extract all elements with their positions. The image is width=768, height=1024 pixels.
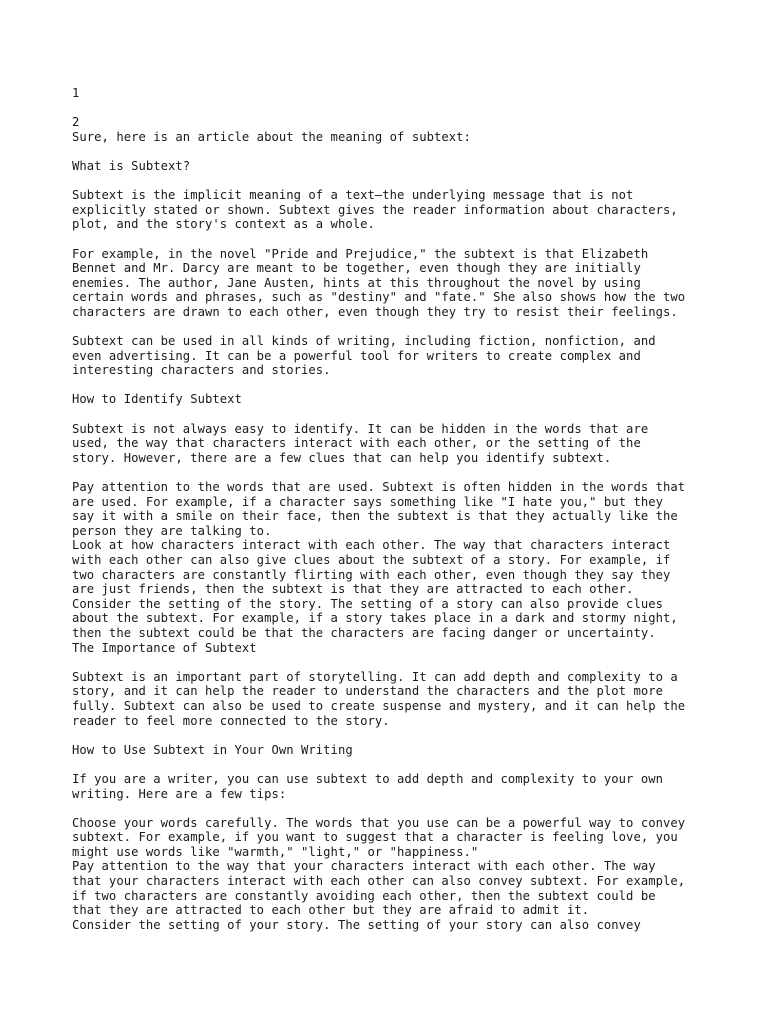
blank-line (72, 174, 712, 189)
text-line: say it with a smile on their face, then the subtext is that they actually like the (72, 509, 678, 524)
page-number: 2 (72, 115, 80, 130)
text-line: two characters are constantly flirting with each other, even though they say they (72, 567, 671, 582)
blank-line (72, 801, 712, 816)
text-line: person they are talking to. (72, 523, 272, 538)
section-heading: What is Subtext? (72, 158, 191, 173)
blank-line (72, 101, 712, 116)
text-line: writing. Here are a few tips: (72, 786, 287, 801)
text-line: Choose your words carefully. The words that you use can be a powerful way to convey (72, 815, 686, 830)
text-line: then the subtext could be that the characters are facing danger or uncertainty. (72, 625, 656, 640)
text-line: Subtext is not always easy to identify. It can be hidden in the words that are (72, 421, 649, 436)
text-line: are just friends, then the subtext is that they are attracted to each other. (72, 582, 634, 597)
text-line: If you are a writer, you can use subtext to add depth and complexity to your own (72, 771, 663, 786)
text-line: Subtext is the implicit meaning of a text—the underlying message that is not (72, 188, 634, 203)
text-line: plot, and the story's context as a whole. (72, 217, 375, 232)
blank-line (72, 407, 712, 422)
text-line: certain words and phrases, such as "destiny" and "fate." She also shows how the two (72, 290, 686, 305)
section-heading: The Importance of Subtext (72, 640, 257, 655)
blank-line (72, 655, 712, 670)
text-line: reader to feel more connected to the story. (72, 713, 390, 728)
text-line: used, the way that characters interact with each other, or the setting of the (72, 436, 641, 451)
text-line: story, and it can help the reader to understand the characters and the plot more (72, 684, 663, 699)
text-line: enemies. The author, Jane Austen, hints at this throughout the novel by using (72, 275, 641, 290)
text-line: Consider the setting of the story. The setting of a story can also provide clues (72, 596, 663, 611)
tips-list (72, 480, 712, 655)
paragraph (72, 772, 712, 801)
document-page (72, 86, 712, 932)
text-line: story. However, there are a few clues that can help you identify subtext. (72, 450, 612, 465)
tips-list (72, 816, 712, 933)
paragraph (72, 670, 712, 728)
paragraph (72, 422, 712, 466)
text-line: even advertising. It can be a powerful tool for writers to create complex and (72, 348, 641, 363)
paragraph (72, 188, 712, 232)
paragraph (72, 247, 712, 320)
blank-line (72, 757, 712, 772)
blank-line (72, 320, 712, 335)
text-line: with each other can also give clues about the subtext of a story. For example, if (72, 553, 671, 567)
text-line: interesting characters and stories. (72, 363, 331, 378)
blank-line (72, 728, 712, 743)
text-line: Look at how characters interact with each other. The way that characters interact (72, 538, 671, 553)
text-line: Pay attention to the way that your characters interact with each other. The way (72, 859, 656, 874)
blank-line (72, 232, 712, 247)
paragraph (72, 334, 712, 378)
text-line: if two characters are constantly avoiding each other, then the subtext could be (72, 888, 656, 903)
text-line: subtext. For example, if you want to suggest that a character is feeling love, you (72, 830, 678, 845)
text-line: explicitly stated or shown. Subtext gives the reader information about characters, (72, 202, 678, 217)
text-line: that they are attracted to each other but they are afraid to admit it. (72, 903, 590, 918)
text-line: For example, in the novel "Pride and Prejudice," the subtext is that Elizabeth (72, 246, 649, 261)
text-line: fully. Subtext can also be used to create suspense and mystery, and it can help the (72, 698, 686, 713)
text-line: Consider the setting of your story. The setting of your story can also convey (72, 917, 641, 932)
text-line: Subtext can be used in all kinds of writing, including fiction, nonfiction, and (72, 334, 656, 349)
text-line: about the subtext. For example, if a story takes place in a dark and stormy night, (72, 611, 678, 626)
blank-line (72, 465, 712, 480)
blank-line (72, 144, 712, 159)
text-line: Bennet and Mr. Darcy are meant to be together, even though they are initially (72, 261, 641, 276)
text-line: Pay attention to the words that are used. Subtext is often hidden in the words that (72, 480, 686, 495)
text-line: might use words like "warmth," "light," or "happiness." (72, 844, 479, 859)
page-number: 1 (72, 86, 80, 100)
text-line: are used. For example, if a character says something like "I hate you," but they (72, 494, 663, 509)
section-heading: How to Identify Subtext (72, 392, 242, 407)
blank-line (72, 378, 712, 393)
text-line: characters are drawn to each other, even though they try to resist their feelings. (72, 304, 678, 319)
intro-line: Sure, here is an article about the meaning of subtext: (72, 129, 471, 144)
text-line: Subtext is an important part of storytelling. It can add depth and complexity to a (72, 669, 678, 684)
section-heading: How to Use Subtext in Your Own Writing (72, 742, 353, 757)
text-line: that your characters interact with each other can also convey subtext. For example, (72, 874, 686, 889)
